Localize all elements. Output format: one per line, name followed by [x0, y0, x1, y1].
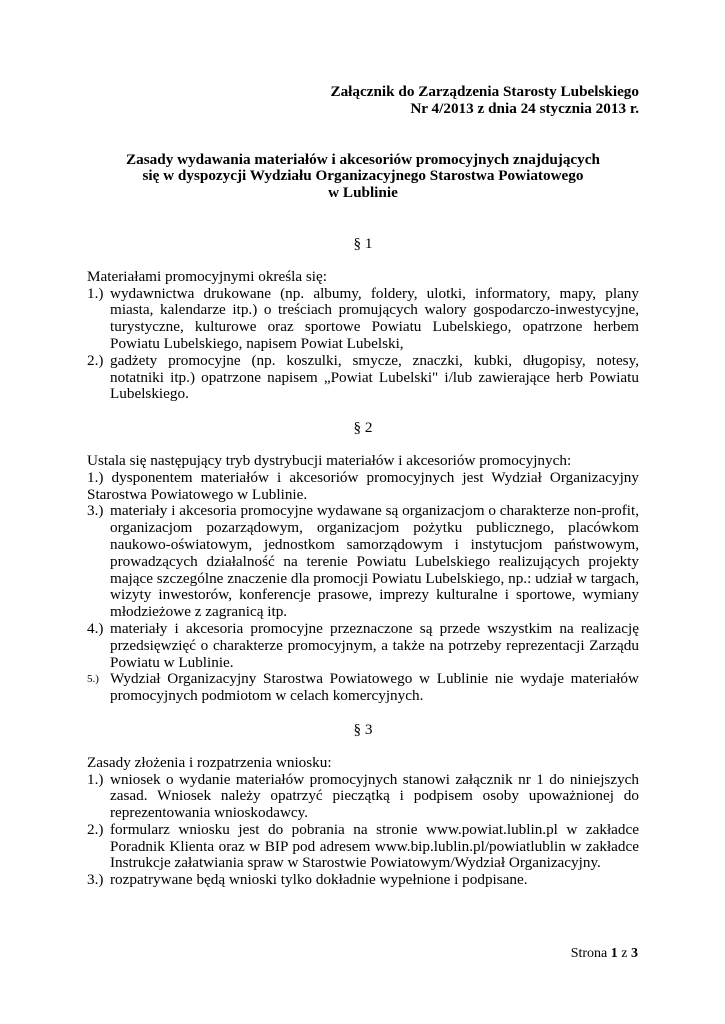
- item-text: materiały i akcesoria promocyjne przeznaczone są przede wszystkim na realizację przedsięwzięć o charakterze promocyjnym, a także na potrzeby reprezentacji Zarządu Powiatu w Lublinie.: [110, 619, 639, 671]
- list-item: [87, 286, 639, 353]
- page-label: Strona: [570, 946, 608, 961]
- item-number: 3.): [87, 502, 104, 520]
- item-number: 2.): [87, 820, 104, 838]
- section-2: [87, 420, 639, 705]
- item-text: formularz wniosku jest do pobrania na stronie www.powiat.lublin.pl w zakładce Poradnik Klienta oraz w BIP pod adresem www.bip.lublin.pl/powiatlublin w zakładce Instrukcje załatwiania spraw w Starostwie Powiatowym/Wydział Organizacyjny.: [110, 820, 639, 872]
- item-text: rozpatrywane będą wnioski tylko dokładnie wypełnione i podpisane.: [110, 871, 528, 889]
- item-number: 2.): [87, 351, 104, 369]
- item-text: dysponentem materiałów i akcesoriów promocyjnych jest Wydział Organizacyjny Starostwa Powiatowego w Lublinie.: [87, 468, 639, 503]
- header-line-2: Nr 4/2013 z dnia 24 stycznia 2013 r.: [410, 99, 639, 117]
- item-text: gadżety promocyjne (np. koszulki, smycze, znaczki, kubki, długopisy, notesy, notatniki itp.) opatrzone napisem „Powiat Lubelski" i/lub zawierające herb Powiatu Lubelskiego.: [110, 351, 639, 403]
- list-item: [87, 822, 639, 872]
- list-item: [87, 621, 639, 671]
- section-2-item-1: [87, 470, 639, 504]
- header-line-1: Załącznik do Zarządzenia Starosty Lubelskiego: [330, 83, 639, 100]
- item-number: 4.): [87, 619, 104, 637]
- title-line-1: Zasady wydawania materiałów i akcesoriów promocyjnych znajdujących: [126, 150, 600, 168]
- section-3: [87, 722, 639, 889]
- section-2-intro: Ustala się następujący tryb dystrybucji materiałów i akcesoriów promocyjnych:: [87, 451, 572, 469]
- item-text: wydawnictwa drukowane (np. albumy, foldery, ulotki, informatory, mapy, plany miasta, kalendarze itp.) o treściach promujących walory gospodarczo-inwestycyjne, turystyczne, kulturowe oraz sportowe Powiatu Lubelskiego, opatrzone herbem Powiatu Lubelskiego, napisem Powiat Lubelski,: [110, 284, 639, 352]
- section-1-list: [87, 286, 639, 404]
- list-item: [87, 772, 639, 822]
- current-page: 1: [610, 946, 618, 961]
- section-1-heading: § 1: [353, 234, 373, 252]
- section-2-list: [87, 503, 639, 705]
- title-line-3: w Lublinie: [328, 184, 398, 202]
- title-line-2: się w dyspozycji Wydziału Organizacyjnego Starostwa Powiatowego: [142, 167, 584, 185]
- document-title: [87, 152, 639, 202]
- item-text: wniosek o wydanie materiałów promocyjnych stanowi załącznik nr 1 do niniejszych zasad. Wniosek należy opatrzyć pieczątką i podpisem osoby upoważnionej do reprezentowania wnioskodawcy.: [110, 770, 639, 822]
- item-text: materiały i akcesoria promocyjne wydawane są organizacjom o charakterze non-profit, organizacjom pozarządowym, organizacjom pożytku publicznego, placówkom naukowo-oświatowym, jednostkom samorządowym i instytucjom państwowym, prowadzących działalność na terenie Powiatu Lubelskiego realizujących projekty mające szczególne znaczenie dla promocji Powiatu Lubelskiego, np.: udział w targach, wizyty inwestorów, konferencje prasowe, imprezy kulturalne i sportowe, wymiany młodzieżowe z zagranicą itp.: [110, 502, 639, 621]
- attachment-header: [87, 84, 639, 118]
- list-item: [87, 353, 639, 403]
- page-of: z: [621, 946, 628, 961]
- section-1-intro: Materiałami promocyjnymi określa się:: [87, 267, 327, 285]
- item-number: 1.): [87, 284, 104, 302]
- list-item: [87, 671, 639, 705]
- item-number: 3.): [87, 871, 104, 889]
- section-1: [87, 236, 639, 403]
- section-3-list: [87, 772, 639, 890]
- total-pages: 3: [631, 946, 638, 961]
- item-number: 1.): [87, 468, 104, 486]
- item-number: 5.): [87, 673, 99, 686]
- page-footer: [571, 946, 638, 962]
- item-text: Wydział Organizacyjny Starostwa Powiatowego w Lublinie nie wydaje materiałów promocyjnych podmiotom w celach komercyjnych.: [110, 670, 639, 705]
- section-3-heading: § 3: [353, 720, 373, 738]
- list-item: [87, 872, 639, 889]
- document-page: [87, 84, 639, 889]
- list-item: [87, 503, 639, 621]
- section-2-heading: § 2: [353, 419, 373, 437]
- section-3-intro: Zasady złożenia i rozpatrzenia wniosku:: [87, 753, 332, 771]
- item-number: 1.): [87, 770, 104, 788]
